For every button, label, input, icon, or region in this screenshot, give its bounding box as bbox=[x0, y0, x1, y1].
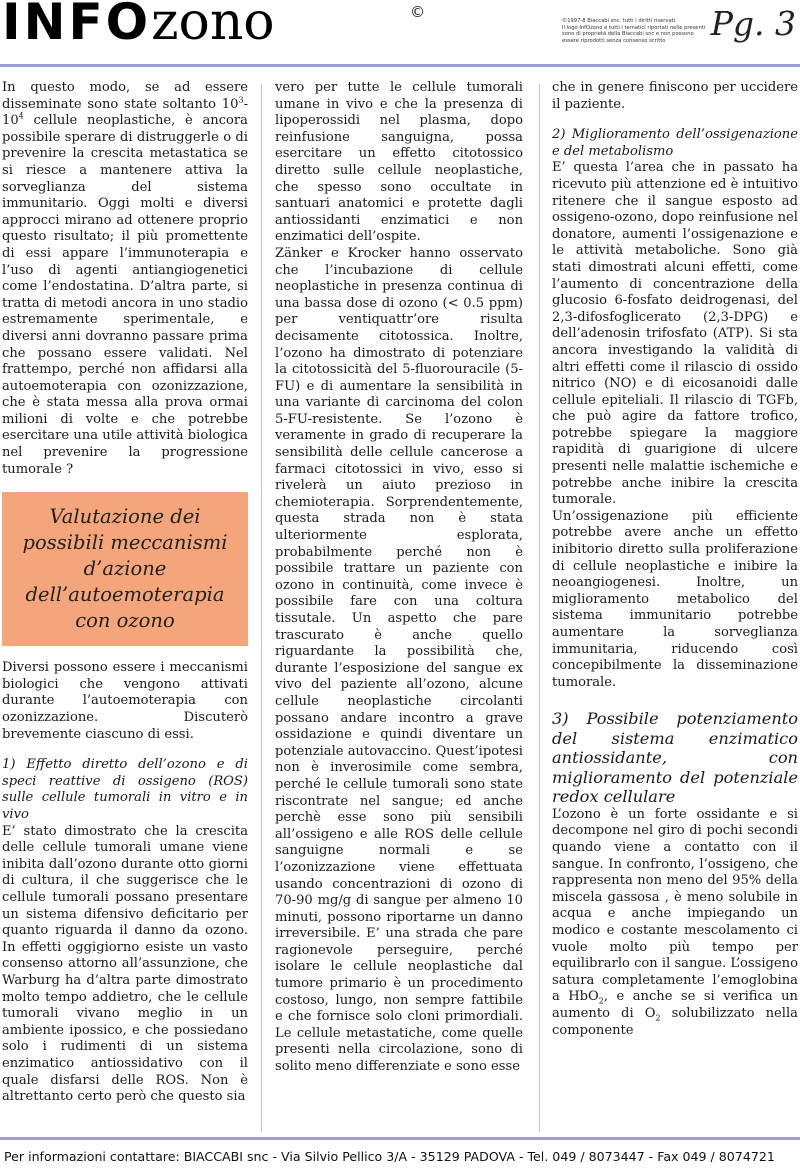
superscript: 3 bbox=[238, 95, 244, 105]
subscript: 2 bbox=[655, 1013, 661, 1023]
copyright-line: ©1997-8 Biaccabi snc. tutti i diritti riservati. bbox=[562, 18, 677, 24]
column-2 bbox=[275, 80, 523, 1134]
section-heading: 3) Possibile potenziamento del sistema enzimatico antiossidante, con miglioramento del potenziale redox cellulare bbox=[552, 709, 798, 807]
header-rule bbox=[0, 64, 800, 67]
logo-thin-part: zono bbox=[151, 0, 275, 52]
page-header bbox=[0, 0, 800, 62]
logo-bold-part: INFO bbox=[2, 0, 152, 51]
paragraph: Un’ossigenazione più efficiente potrebbe avere anche un effetto inibitorio diretto sulla proliferazione di cellule neoplastiche e inibire la neoangiogenesi. Inoltre, un miglioramento metabolico del sistema immunitario potrebbe aumentare la sorveglianza immunitaria, riducendo così concepibilmente la disseminazione tumorale. bbox=[552, 508, 798, 690]
paragraph: E’ stato dimostrato che la crescita delle cellule tumorali umane viene inibita dall’ozono durante otto giorni di cultura, il che suggerisce che le cellule tumorali possano presentare un sistema difensivo deficitario per quanto riguarda il danno da ozono. In effetti oggigiorno esiste un vasto consenso attorno all’assunzione, che Warburg ha d’altra parte dimostrato molto tempo addietro, che le cellule tumorali vivano meglio in un ambiente ipossico, e che possiedano solo i rudimenti di un sistema enzimatico antiossidativo con il quale disfarsi delle ROS. Non è altrettanto certo però che questo sia bbox=[2, 823, 248, 1105]
text-run: , e anche se si verifica un aumento di O bbox=[552, 989, 798, 1021]
text-run: -10 bbox=[2, 96, 248, 129]
text-run: In questo modo, se ad essere disseminate sono state soltanto 10 bbox=[2, 80, 248, 112]
paragraph: Diversi possono essere i meccanismi biologici che vengono attivati durante l’autoemoterapia con ozonizzazione. Discuterò brevemente ciascuno di essi. bbox=[2, 660, 248, 742]
paragraph bbox=[552, 807, 798, 1039]
superscript: 4 bbox=[18, 111, 24, 121]
section-heading: 1) Effetto diretto dell’ozono e di speci reattive di ossigeno (ROS) sulle cellule tumorali in vitro e in vivo bbox=[2, 757, 248, 822]
infozono-logo bbox=[2, 0, 275, 52]
text-run: cellule neoplastiche, è ancora possibile sperare di distruggerle o di prevenire la crescita metastatica se si riesce a mantenere attiva la sorveglianza del sistema immunitario. Oggi molti e diversi approcci mirano ad ottenere proprio questo risultato; il più promettente di essi appare l’immunoterapia e l’uso di agenti antiangiogenetici come l’endostatina. D’altra parte, si tratta di metodi ancora in uno stadio estremamente sperimentale, e diversi anni dovranno passare prima che possano essere validati. Nel frattempo, perché non affidarsi alla autoemoterapia con ozonizzazione, che è stata messa alla prova ormai milioni di volte e che potrebbe esercitare una utile attività biologica nel prevenire la progressione tumorale ? bbox=[2, 113, 248, 477]
logo-copyright-mark: © bbox=[410, 3, 425, 21]
paragraph: E’ questa l’area che in passato ha ricevuto più attenzione ed è intuitivo ritenere che il sangue esposto ad ossigeno-ozono, dopo reinfusione nel donatore, aumenti l’ossigenazione e le attività metaboliche. Sono già stati dimostrati alcuni effetti, come l’aumento di concentrazione della glucosio 6-fosfato deidrogenasi, del 2,3-difosfoglicerato (2,3-DPG) e dell’adenosin trifosfato (ATP). Si sta ancora investigando la validità di altri effetti come il rilascio di ossido nitrico (NO) e di eicosanoidi dalle cellule epiteliali. Il rilascio di TGFb, che può agire da fattore trofico, potrebbe spiegare la maggiore rapidità di guarigione di ulcere presenti nelle malattie ischemiche e potrebbe anche inibire la crescita tumorale. bbox=[552, 160, 798, 508]
column-3 bbox=[552, 80, 798, 1134]
paragraph: vero per tutte le cellule tumorali umane in vivo e che la presenza di lipoperossidi nel plasma, dopo reinfusione sanguigna, possa esercitare un effetto citotossico diretto sulle cellule neoplastiche, che spesso sono occultate in santuari anatomici e protette dagli antiossidanti enzimatici e non enzimatici dell’ospite. bbox=[275, 80, 523, 245]
paragraph: Zänker e Krocker hanno osservato che l’incubazione di cellule neoplastiche in presenza continua di una bassa dose di ozono (< 0.5 ppm) per ventiquattr’ore risulta decisamente citotossica. Inoltre, l’ozono ha dimostrato di potenziare la citotossicità del 5-fluorouracile (5-FU) e di aumentare la sensibilità in una variante di carcinoma del colon 5-FU-resistente. Se l’ozono è veramente in grado di recuperare la sensibilità delle cellule cancerose a farmaci citotossici in vivo, esso si rivelerà un aiuto prezioso in chemioterapia. Sorprendentemente, questa strada non è stata ulteriormente esplorata, probabilmente perché non è possibile trattare un paziente con ozono in continuità, come invece è possibile fare con una coltura tissutale. Un aspetto che pare trascurato è anche quello riguardante la possibilità che, durante l’esposizione del sangue ex vivo del paziente all’ozono, alcune cellule neoplastiche circolanti possano andare incontro a grave ossidazione e quindi diventare un potenziale autovaccino. Quest’ipotesi non è inverosimile come sembra, perché le cellule tumorali sono state riscontrate nel sangue; ed anche perchè esse sono più sensibili all’ossigeno e alle ROS delle cellule sanguigne normali e se l’ozonizzazione viene effettuata usando concentrazioni di ozono di 70-90 mg/g di sangue per almeno 10 minuti, possono riportarne un danno irreversibile. E’ una strada che pare ragionevole perseguire, perché isolare le cellule neoplastiche dal tumore primario è un procedimento costoso, lungo, non sempre fattibile e che fornisce solo cloni primordiali. Le cellule metastatiche, come quelle presenti nella circolazione, sono di solito meno differenziate e sono esse bbox=[275, 245, 523, 1075]
page-number: Pg. 3 bbox=[710, 4, 796, 43]
subscript: 2 bbox=[598, 997, 604, 1007]
paragraph: che in genere finiscono per uccidere il paziente. bbox=[552, 80, 798, 112]
column-divider bbox=[539, 84, 540, 1132]
text-run: L’ozono è un forte ossidante e si decompone nel giro di pochi secondi quando viene a contatto con il sangue. In confronto, l’ossigeno, che rappresenta non meno del 95% della miscela gassosa , è meno solubile in acqua e anche impiegando un modico e costante mescolamento ci vuole molto più tempo per equilibrarlo con il sangue. L’ossigeno satura completamente l’emoglobina a HbO bbox=[552, 806, 798, 1005]
column-divider bbox=[261, 84, 262, 1132]
footer-rule bbox=[0, 1137, 800, 1140]
copyright-notice bbox=[562, 18, 722, 44]
section-title-box: Valutazione dei possibili meccanismi d’azione dell’autoemoterapia con ozono bbox=[2, 492, 248, 646]
copyright-line: Il logo InfOzono e tutti i tematici riportati nelle presenti bbox=[562, 24, 706, 31]
section-heading: 2) Miglioramento dell’ossigenazione e del metabolismo bbox=[552, 127, 798, 159]
column-1 bbox=[2, 80, 248, 1134]
contact-footer: Per informazioni contattare: BIACCABI snc - Via Silvio Pellico 3/A - 35129 PADOVA - Tel. 049 / 8073447 - Fax 049 / 8074721 bbox=[4, 1149, 775, 1164]
copyright-line: essere riprodotti senza consenso scritto bbox=[562, 37, 666, 44]
copyright-line: sono di proprietà della Biaccabi snc e non possono bbox=[562, 31, 694, 38]
text-run: solubilizzato nella componente bbox=[552, 1006, 798, 1038]
paragraph bbox=[2, 80, 248, 478]
